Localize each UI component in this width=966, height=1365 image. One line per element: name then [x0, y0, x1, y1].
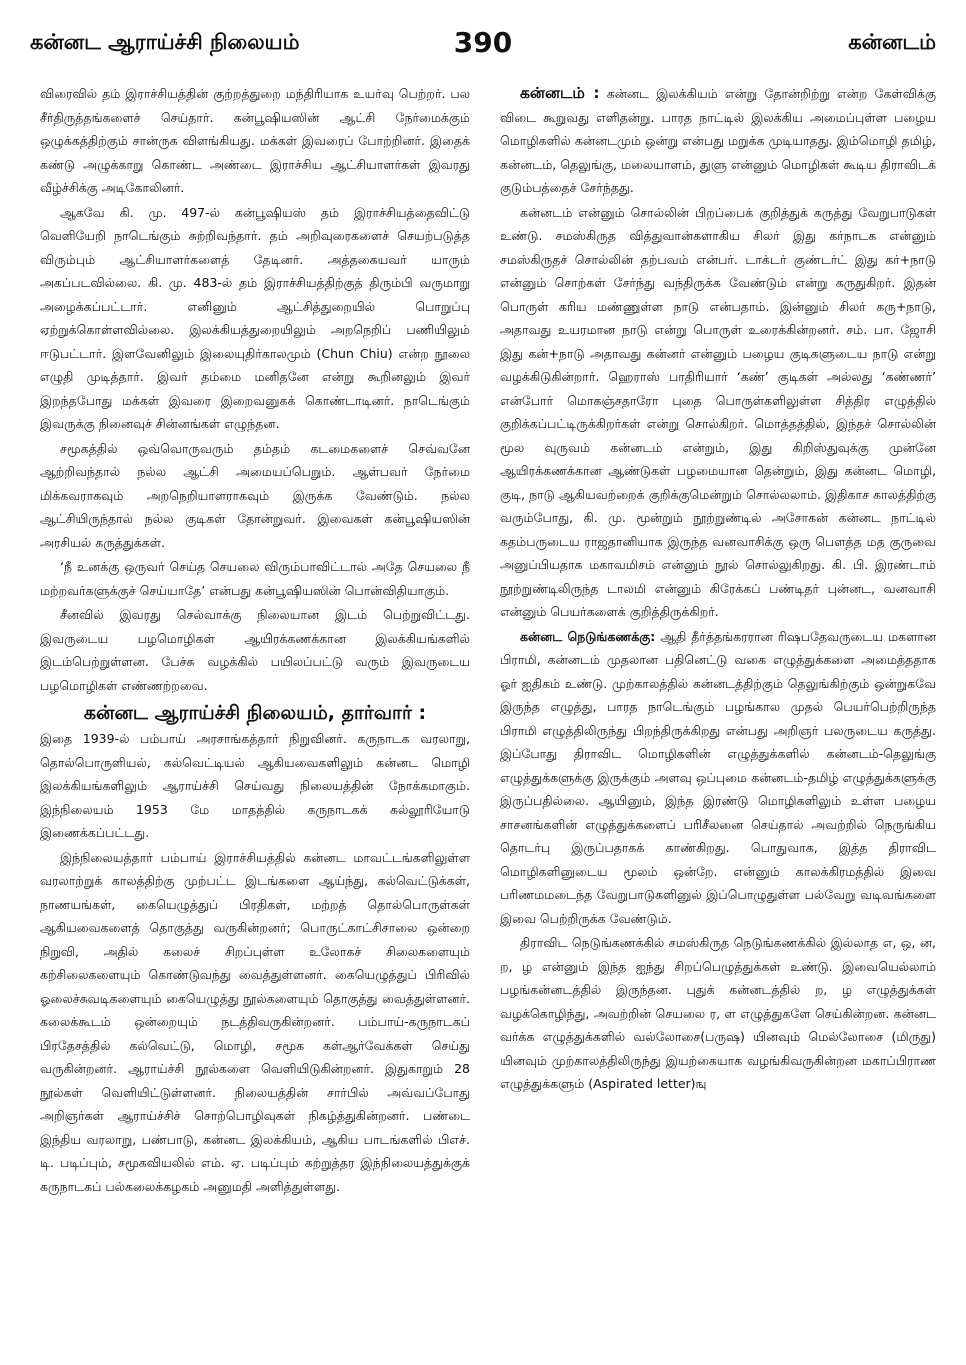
left-column [40, 82, 470, 1352]
paragraph: இதை 1939-ல் பம்பாய் அரசாங்கத்தார் நிறுவினர். கருநாடக வரலாறு, தொல்பொருளியல், கல்வெட்டியல் ஆகியவைகளிலும் கன்னட மொழி இலக்கியங்களிலும் ஆராய்ச்சி செய்வது நிலையத்தின் நோக்கமாகும். இந்நிலையம் 1953 மே மாதத்தில் கருநாடகக் கல்லூரியோடு இணைக்கப்பட்டது. [40, 731, 470, 840]
page-number: 390 [453, 26, 513, 59]
paragraph-text: கன்னட இலக்கியம் என்று தோன்றிற்று என்ற கேள்விக்கு விடை கூறுவது எளிதன்று. பாரத நாட்டில் இலக்கிய அமைப்புள்ள பழைய மொழிகளில் கன்னடமும் ஒன்று என்பது மறுக்க முடியாதது. இம்மொழி தமிழ், கன்னடம், தெலுங்கு, மலையாளம், துளு என்னும் மொழிகள் கூடிய திராவிடக் குடும்பத்தைச் சேர்ந்தது. [500, 86, 936, 195]
paragraph: திராவிட நெடுங்கணக்கில் சமஸ்கிருத நெடுங்கணக்கில் இல்லாத எ, ஒ, ன, ற, ழ என்னும் இந்த ஐந்து சிறப்பெழுத்துக்கள் உண்டு. இவையெல்லாம் பழங்கன்னடத்தில் இருந்தன. புதுக் கன்னடத்தில் ற, ழ எழுத்துக்கள் வழக்கொழிந்து, அவற்றின் செயலை ர, ள எழுத்துகளே செய்கின்றன. கன்னட வர்க்க எழுத்துக்களில் வல்லோசை(பருஷ) யினவும் மெல்லோசை (மிருது) யினவும் முற்காலத்திலிருந்து இயற்கையாக வழங்கிவருகின்றன மகாப்பிராண எழுத்துக்களும் (Aspirated letter)ஙு [500, 935, 936, 1091]
paragraph: ஆகவே கி. மு. 497-ல் கன்பூஷியஸ் தம் இராச்சியத்தைவிட்டு வெளியேறி நாடெங்கும் சுற்றிவந்தார். தம் அறிவுரைகளைச் செயற்படுத்த விரும்பும் ஆட்சியாளர்களைத் தேடினர். அத்தகையவர் யாரும் அகப்படவில்லை. கி. மு. 483-ல் தம் இராச்சியத்திற்குத் திரும்பி வருமாறு அழைக்கப்பட்டார். எனினும் ஆட்சித்துறையில் பொறுப்பு ஏற்றுக்கொள்ளவில்லை. இலக்கியத்துறையிலும் அறநெறிப் பணியிலும் ஈடுபட்டார். இளவேனிலும் இலையுதிர்காலமும் (Chun Chiu) என்ற நூலை எழுதி முடித்தார். இவர் தம்மை மனிதனே என்று கூறினலும் இவர் இறந்தபோது மக்கள் இவரை இறைவனுகக் கொண்டாடினர். நாடெங்கும் இவருக்கு நினைவுச் சின்னங்கள் எழுந்தன. [40, 204, 470, 431]
running-title-left: கன்னட ஆராய்ச்சி நிலையம் [30, 30, 300, 54]
paragraph: சீனவில் இவரது செல்வாக்கு நிலையான இடம் பெற்றுவிட்டது. இவருடைய பழமொழிகள் ஆயிரக்கணக்கான இலக்கியங்களில் இடம்பெற்றுள்ளன. பேச்சு வழக்கில் பயிலப்பட்டு வரும் இவருடைய பழமொழிகள் எண்ணற்றவை. [40, 607, 470, 693]
running-title-right: கன்னடம் [848, 30, 936, 54]
quote-paragraph: ‘நீ உனக்கு ஒருவர் செய்த செயலை விரும்பாவிட்டால் அதே செயலை நீ மற்றவர்களுக்குச் செய்யாதே’ என்பது கன்பூஷியஸின் பொன்விதியாகும். [40, 559, 470, 598]
paragraph: கன்னடம் என்னும் சொல்லின் பிறப்பைக் குறித்துக் கருத்து வேறுபாடுகள் உண்டு. சமஸ்கிருத வித்துவான்களாகிய சிலர் இது கர்நாடக என்னும் சமஸ்கிருதச் சொல்லின் தற்பவம் என்பர். டாக்டர் குண்டர்ட் இது கர்+நாடு என்னும் சொற்கள் சேர்ந்து வந்திருக்க வேண்டும் என்று கருதுகிறர். இதன் பொருள் கரிய மண்ணுள்ள நாடு என்பதாம். இன்னும் சிலர் கரு+நாடு, அதாவது உயரமான நாடு என்று பொருள் உரைக்கின்றனர். சம். பா. ஜோசி இது கன்+நாடு அதாவது கன்னர் என்னும் பழைய குடிகளுடைய நாடு என்று வழக்கிடுகின்றார். ஹெராஸ் பாதிரியார் ‘கண்’ குடிகள் அல்லது ‘கண்ணர்’ என்போர் மொகஞ்சதாரோ புதை பொருள்களிலுள்ள சித்திர எழுத்தில் குறிக்கப்பட்டிருக்கிறர்கள் என்று சொல்கிறர். மொத்தத்தில், இந்தச் சொல்லின் மூல வுருவம் கன்னடம் என்றும், இது கிறிஸ்துவுக்கு முன்னே ஆயிரக்கணக்கான ஆண்டுகள் பழமையான தென்றும், இது கன்னட மொழி, குடி, நாடு ஆகியவற்றைக் குறிக்குமென்றும் சொல்லலாம். இதிகாச காலத்திற்கு வரும்போது, கி. மு. மூன்றும் நூற்றுண்டில் அசோகன் கன்னட நாட்டில் கதம்பருடைய ராஜதானியாக இருந்த வனவாசிக்கு ஒரு பௌத்த மத குருவை அனுப்பியதாக மகாவமிசம் என்னும் நூல் சொல்லுகிறது. கி. பி. இரண்டாம் நூற்றுண்டிலிருந்த டாலமி என்னும் கிரேக்கப் பண்டிதர் புன்னட, வனவாசி என்னும் பெயர்களைக் குறித்திருக்கிறர். [500, 204, 936, 619]
paragraph: விரைவில் தம் இராச்சியத்தின் குற்றத்துறை மந்திரியாக உயர்வு பெற்றர். பல சீர்திருத்தங்களைச் செய்தார். கன்பூஷியஸின் ஆட்சி நேர்மைக்கும் ஒழுக்கத்திற்கும் சான்ருக விளங்கியது. மக்கள் இவரைப் போற்றினர். இதைக் கண்டு அழுக்காறு கொண்ட அண்டை இராச்சிய ஆட்சியாளர்கள் இவரது வீழ்ச்சிக்கு அடிகோலினர். [40, 86, 470, 195]
paragraph [500, 82, 936, 200]
paragraph: சமூகத்தில் ஒவ்வொருவரும் தம்தம் கடமைகளைச் செவ்வனே ஆற்றிவந்தால் நல்ல ஆட்சி அமையப்பெறும். ஆள்பவர் நேர்மை மிக்கவராகவும் அறநெறியாளராகவும் இருக்க வேண்டும். நல்ல ஆட்சியிருந்தால் நல்ல குடிகள் தோன்றுவர். இவைகள் கன்பூஷியஸின் அரசியல் கருத்துக்கள். [40, 440, 470, 550]
paragraph-text: ஆதி தீர்த்தங்கரரான ரிஷபதேவருடைய மகளான பிராமி, கன்னடம் முதலான பதினெட்டு வகை எழுத்துக்களை அமைத்ததாக ஓர் ஐதிகம் உண்டு. முற்காலத்தில் கன்னடத்திற்கும் தெலுங்கிற்கும் ஒன்றுகவே இருந்த எழுத்து, பாரத நாடெங்கும் பழங்கால முதல் பெயர்பெற்றிருந்த பிராமி எழுத்திலிருந்து பிறந்திருக்கிறது என்பது அறிஞர் பலருடைய கருத்து. இப்போது திராவிட மொழிகளின் எழுத்துக்களில் கன்னடம்-தெலுங்கு எழுத்துக்களுக்கு இருக்கும் அளவு ஒப்புமை கன்னடம்-தமிழ் எழுத்துக்களுக்கு இருப்பதில்லை. ஆயினும், இந்த இரண்டு மொழிகளிலும் உள்ள பழைய சாசனங்களின் எழுத்துக்களைப் பரிசீலனை செய்தால் அவற்றில் நெருங்கிய தொடர்பு இருப்பதாகக் காண்கிறது. பொதுவாக, இத்த திராவிட மொழிகளினுடைய மூலம் ஒன்றே. என்னும் காலக்கிரமத்தில் இவை பரிணமமடைந்த வேறுபாடுகளினுல் இப்பொழுதுள்ள பல்வேறு வடிவங்களை இவை பெற்றிருக்க வேண்டும். [500, 628, 936, 926]
paragraph [500, 625, 936, 931]
right-column [500, 82, 936, 1352]
section-heading-inline: கன்னடம் : [520, 84, 600, 102]
page-header [30, 26, 936, 60]
paragraph: இந்நிலையத்தார் பம்பாய் இராச்சியத்தில் கன்னட மாவட்டங்களிலுள்ள வரலாற்றுக் காலத்திற்கு முற்பட்ட இடங்களை ஆய்ந்து, கல்வெட்டுக்கள், நாணயங்கள், கையெழுத்துப் பிரதிகள், மற்றத் தொல்பொருள்கள் ஆகியவைகளைத் தொகுத்து வருகின்றனர்; பொருட்காட்சிசாலை ஒன்றை நிறுவி, அதில் கலைச் சிறப்புள்ள உலோகச் சிலைகளையும் கற்சிலைகளையும் கொண்டுவந்து வைத்துள்ளனர். கையெழுத்துப் பிரிவில் ஓலைச்சுவடிகளையும் கையெழுத்து நூல்களையும் தொகுத்து வைத்துள்ளனர். கலைக்கூடம் ஒன்றையும் நடத்திவருகின்றனர். பம்பாய்-கருநாடகப் பிரதேசத்தில் கல்வெட்டு, மொழி, சமூக கள்ஆர்வேக்கள் செய்து வருகின்றனர். ஆராய்ச்சி நூல்களை வெளியிடுகின்றனர். இதுகாறும் 28 நூல்கள் வெளியிட்டுள்ளனர். நிலையத்தின் சார்பில் அவ்வப்போது அறிஞர்கள் ஆராய்ச்சிச் சொற்பொழிவுகள் நிகழ்த்துகின்றனர். பண்டை இந்திய வரலாறு, பண்பாடு, கன்னட இலக்கியம், ஆகிய பாடங்களில் பிஎச். டி. படிப்பும், சமூகவியலில் எம். ஏ. படிப்பும் கற்றுத்தர இந்நிலையத்துக்குக் கருநாடகப் பல்கலைக்கழகம் அனுமதி அளித்துள்ளது. [40, 849, 470, 1194]
subsection-heading-inline: கன்னட நெடுங்கணக்கு: [520, 628, 656, 644]
section-heading: கன்னட ஆராய்ச்சி நிலையம், தார்வார் : [83, 702, 427, 724]
